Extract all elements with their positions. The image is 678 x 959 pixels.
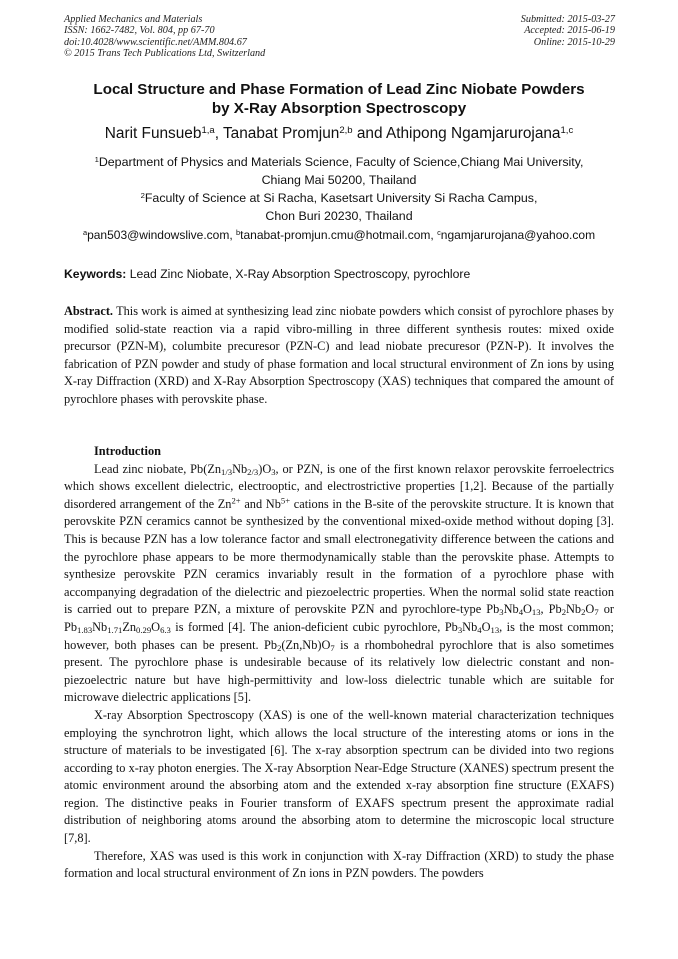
keywords-label: Keywords: bbox=[64, 267, 127, 281]
author-list bbox=[20, 124, 658, 144]
affiliation-1-line-1 bbox=[30, 153, 648, 171]
title-line-2: by X-Ray Absorption Spectroscopy bbox=[211, 100, 467, 117]
email-b[interactable]: tanabat-promjun.cmu@hotmail.com, bbox=[240, 228, 438, 242]
affiliation-1-text: Department of Physics and Materials Science, Faculty of Science,Chiang Mai University, bbox=[98, 155, 584, 169]
author-3-affil: 1,c bbox=[560, 124, 574, 136]
abstract-label: Abstract. bbox=[64, 304, 114, 318]
title-line-1: Local Structure and Phase Formation of Lead Zinc Niobate Powders bbox=[93, 81, 585, 98]
author-3: and Athipong Ngamjarurojana bbox=[352, 125, 561, 142]
introduction-section bbox=[64, 443, 614, 883]
affiliation-2-line-1 bbox=[30, 189, 648, 207]
introduction-heading: Introduction bbox=[94, 444, 161, 458]
affiliation-1-line-2: Chiang Mai 50200, Thailand bbox=[261, 173, 417, 187]
intro-paragraph-2: X-ray Absorption Spectroscopy (XAS) is one of the well-known material characterization techniques employing the synchrotron light, which allows the local structure of the interesting atoms or ions in the structure of materials to be investigated [6]. The x-ray absorption spectrum can be divided into two regions according to x-ray photon energies. The X-ray Absorption Near-Edge Structure (XANES) spectrum present the atomic environment around the absorbing atom and the extended x-ray absorption fine structure (EXAFS) region. The distinctive peaks in Fourier transform of EXAFS spectrum present the approximate radial distribution of neighboring atoms around the absorbing atom to determine the microscopic local structure [7,8]. bbox=[64, 707, 614, 846]
keywords bbox=[64, 266, 616, 282]
journal-name: Applied Mechanics and Materials bbox=[64, 14, 203, 25]
accepted-date: Accepted: 2015-06-19 bbox=[524, 25, 615, 37]
keywords-text: Lead Zinc Niobate, X-Ray Absorption Spectroscopy, pyrochlore bbox=[126, 267, 471, 281]
affiliations bbox=[30, 153, 648, 225]
affiliation-2-text: Faculty of Science at Si Racha, Kasetsart University Si Racha Campus, bbox=[144, 191, 538, 205]
author-1: Narit Funsueb bbox=[104, 125, 202, 142]
copyright: © 2015 Trans Tech Publications Ltd, Switzerland bbox=[64, 48, 266, 60]
abstract-text: This work is aimed at synthesizing lead zinc niobate powders which consist of pyrochlore phases by modified solid-state reaction via a rapid vibro-milling in three different synthesis routes: mixed oxide precursor (PZN-M), columbite precuresor (PZN-C) and lead niobate precuresor (PZN-P). It involves the fabrication of PZN powder and study of phase formation and local structural environment of Zn ions by using X-ray Diffraction (XRD) and X-Ray Absorption Spectroscopy (XAS) techniques that compared the amount of pyrochlore phases with perovskite phase. bbox=[64, 304, 614, 406]
affiliation-2-line-2: Chon Buri 20230, Thailand bbox=[265, 209, 413, 223]
affiliation-2-mark: 2 bbox=[140, 190, 145, 200]
dates-header bbox=[521, 14, 615, 48]
author-1-affil: 1,a bbox=[201, 124, 215, 136]
submitted-date: Submitted: 2015-03-27 bbox=[520, 14, 615, 25]
author-2-affil: 2,b bbox=[339, 124, 353, 136]
online-date: Online: 2015-10-29 bbox=[533, 36, 615, 48]
email-c[interactable]: ngamjarurojana@yahoo.com bbox=[440, 228, 596, 242]
doi: doi:10.4028/www.scientific.net/AMM.804.67 bbox=[64, 36, 247, 48]
email-a-mark: a bbox=[82, 227, 88, 237]
paper-title bbox=[40, 80, 638, 118]
intro-paragraph-1: Lead zinc niobate, $Pb(Zn_{1/3}Nb_{2/3})O_3$, or PZN, is one of the first known relaxor perovskite ferroelectrics which shows excellent dielectric, electrooptic, and electrostrictive properties [1,2]. Because of the partially disordered arrangement of the $Zn^{2+}$ and $Nb^{5+}$ cations in the B-site of the perovskite structure. It is known that perovskite PZN ceramics cannot be synthesized by the conventional mixed-oxide method without doping [3]. This is because PZN has a low tolerance factor and small electronegativity difference between the cations and the pyrochlore phase appears to be more thermodynamically stable than the perovskite phase. Attempts to synthesize perovskite PZN ceramics invariably result in the formation of a pyrochlore phase with accompanying degradation of the dielectric and piezoelectric properties. When the normal solid state reaction is carried out to prepare PZN, a mixture of perovskite PZN and pyrochlore-type $Pb_3Nb_4O_{13}$, $Pb_2Nb_2O_7$ or $Pb_{1.83}Nb_{1.71}Zn_{0.29}O_{6.3}$ is formed [4]. The anion-deficient cubic pyrochlore, $Pb_3Nb_4O_{13}$, is the most common; however, both phases can be present. $Pb_2(Zn,Nb)O_7$ is a rhombohedral pyrochlore that is also sometimes present. The pyrochlore phase is undesirable because of its relatively low dielectric constant and non-piezoelectric nature but have high-permittivity and low-loss dielectric tunable which are suitable for microwave dielectric applications [5]. bbox=[64, 461, 615, 705]
email-c-mark: c bbox=[437, 227, 441, 237]
issn: ISSN: 1662-7482, Vol. 804, pp 67-70 bbox=[64, 25, 215, 37]
email-a[interactable]: pan503@windowslive.com, bbox=[87, 228, 236, 242]
author-emails bbox=[20, 227, 658, 243]
abstract bbox=[64, 303, 614, 409]
email-b-mark: b bbox=[236, 227, 241, 237]
affiliation-1-mark: 1 bbox=[94, 154, 99, 164]
intro-paragraph-3: Therefore, XAS was used is this work in conjunction with X-ray Diffraction (XRD) to study the phase formation and local structural environment of Zn ions in PZN powders. The powders bbox=[64, 848, 614, 881]
journal-header bbox=[64, 14, 265, 60]
author-2: , Tanabat Promjun bbox=[214, 125, 340, 142]
